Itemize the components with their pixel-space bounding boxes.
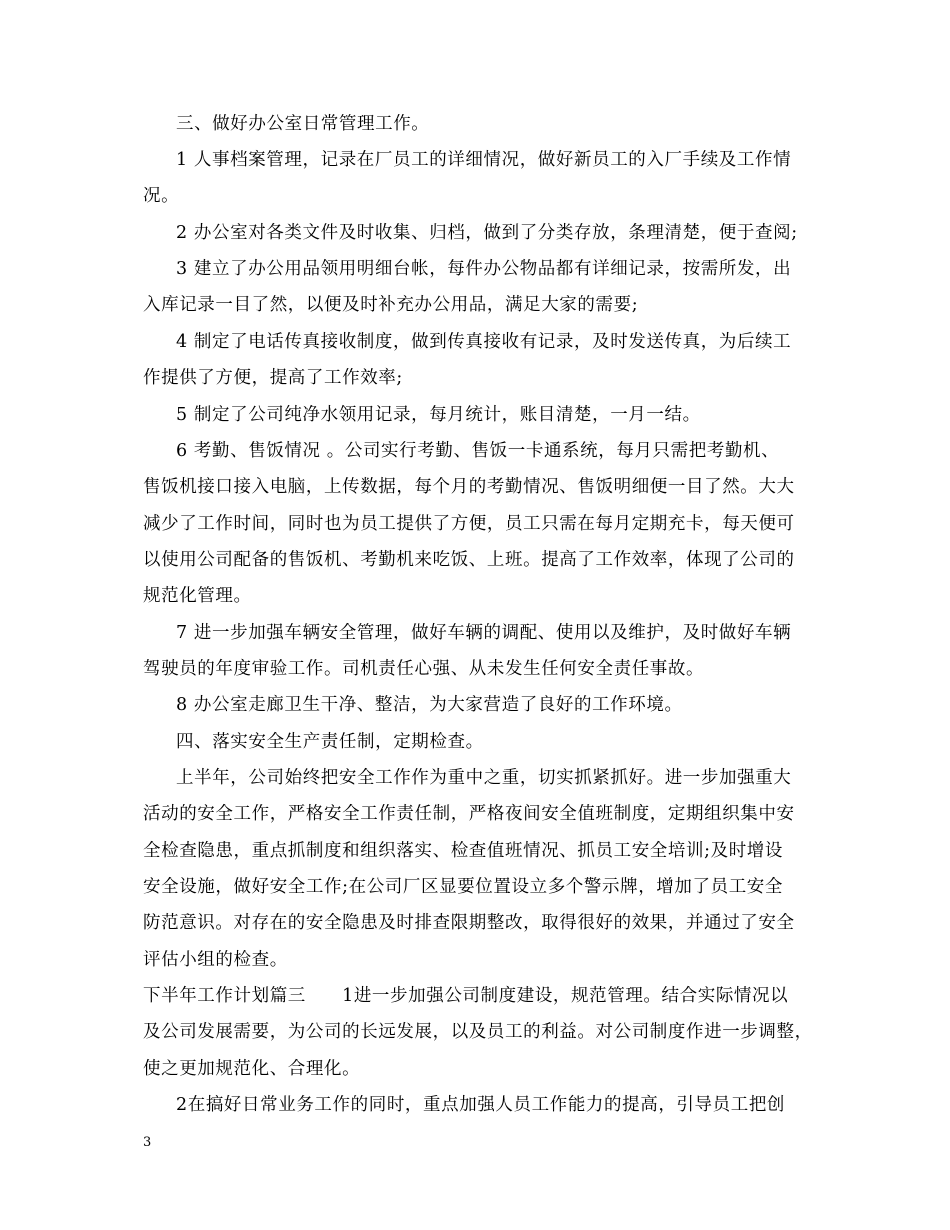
text-line: 三、做好办公室日常管理工作。 xyxy=(176,114,430,134)
text-line: 全检查隐患，重点抓制度和组织落实、检查值班情况、抓员工安全培训;及时增设 xyxy=(143,841,783,861)
text-line: 以使用公司配备的售饭机、考勤机来吃饭、上班。提高了工作效率，体现了公司的 xyxy=(143,550,795,570)
text-line: 7 进一步加强车辆安全管理，做好车辆的调配、使用以及维护，及时做好车辆 xyxy=(176,623,792,643)
text-line: 作提供了方便，提高了工作效率; xyxy=(143,368,403,388)
page-number: 3 xyxy=(143,1135,152,1150)
text-line: 上半年，公司始终把安全工作作为重中之重，切实抓紧抓好。进一步加强重大 xyxy=(176,768,792,788)
text-line: 入库记录一目了然，以便及时补充办公用品，满足大家的需要; xyxy=(143,295,639,315)
text-line: 2 办公室对各类文件及时收集、归档，做到了分类存放，条理清楚，便于查阅; xyxy=(176,223,798,243)
text-line: 规范化管理。 xyxy=(143,586,252,606)
text-line: 况。 xyxy=(143,186,180,206)
text-line: 驾驶员的年度审验工作。司机责任心强、从未发生任何安全责任事故。 xyxy=(143,659,705,679)
text-line: 3 建立了办公用品领用明细台帐，每件办公物品都有详细记录，按需所发，出 xyxy=(176,259,792,279)
text-line: 1 人事档案管理，记录在厂员工的详细情况，做好新员工的入厂手续及工作情 xyxy=(176,150,792,170)
text-line: 2在搞好日常业务工作的同时，重点加强人员工作能力的提高，引导员工把创 xyxy=(176,1095,786,1115)
text-line: 评估小组的检查。 xyxy=(143,950,288,970)
text-line: 减少了工作时间，同时也为员工提供了方便，员工只需在每月定期充卡，每天便可 xyxy=(143,514,795,534)
text-line: 活动的安全工作，严格安全工作责任制，严格夜间安全值班制度，定期组织集中安 xyxy=(143,804,795,824)
text-line: 下半年工作计划篇三 1进一步加强公司制度建设，规范管理。结合实际情况以 xyxy=(143,986,789,1006)
text-line: 四、落实安全生产责任制，定期检查。 xyxy=(176,732,484,752)
text-line: 8 办公室走廊卫生干净、整洁，为大家营造了良好的工作环境。 xyxy=(176,695,683,715)
text-line: 6 考勤、售饭情况 。公司实行考勤、售饭一卡通系统，每月只需把考勤机、 xyxy=(176,441,780,461)
text-line: 售饭机接口接入电脑，上传数据，每个月的考勤情况、售饭明细便一目了然。大大 xyxy=(143,477,795,497)
text-line: 防范意识。对存在的安全隐患及时排查限期整改，取得很好的效果，并通过了安全 xyxy=(143,913,795,933)
text-line: 安全设施，做好安全工作;在公司厂区显要位置设立多个警示牌，增加了员工安全 xyxy=(143,877,783,897)
text-line: 4 制定了电话传真接收制度，做到传真接收有记录，及时发送传真，为后续工 xyxy=(176,332,792,352)
text-line: 使之更加规范化、合理化。 xyxy=(143,1059,361,1079)
text-line: 及公司发展需要，为公司的长远发展，以及员工的利益。对公司制度作进一步调整， xyxy=(143,1022,813,1042)
text-line: 5 制定了公司纯净水领用记录，每月统计，账目清楚，一月一结。 xyxy=(176,405,701,425)
